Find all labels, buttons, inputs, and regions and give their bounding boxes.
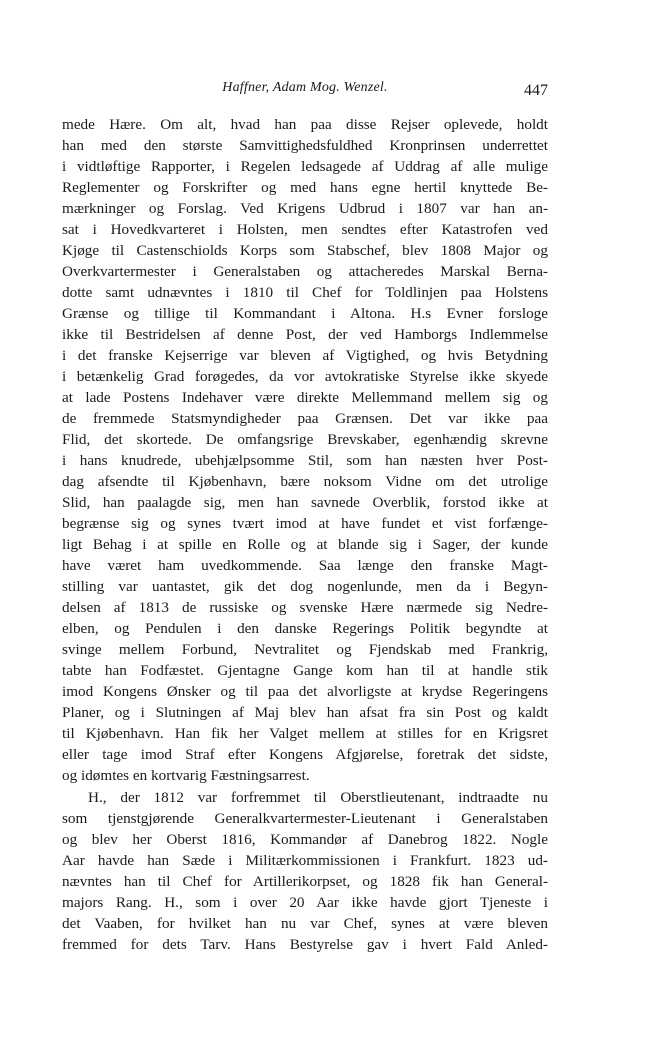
text-line: i betænkelig Grad forøgedes, da vor avtokratiske Styrelse ikke skyede	[62, 368, 548, 386]
text-line: han med den største Samvittighedsfuldhed Kronprinsen underrettet	[62, 137, 548, 155]
body-text	[62, 114, 548, 955]
text-line: Grænse og tillige til Kommandant i Altona. H.s Evner forsloge	[62, 305, 548, 323]
text-line: delsen af 1813 de russiske og svenske Hære nærmede sig Nedre-	[62, 599, 548, 617]
text-line: ikke til Bestridelsen af denne Post, der ved Hamborgs Indlemmelse	[62, 326, 548, 344]
text-line: mærkninger og Forslag. Ved Krigens Udbrud i 1807 var han an-	[62, 200, 548, 218]
text-line: mede Hære. Om alt, hvad han paa disse Rejser oplevede, holdt	[62, 116, 548, 133]
paragraph-1	[62, 114, 548, 787]
text-line: i hans knudrede, ubehjælpsomme Stil, som han næsten hver Post-	[62, 452, 548, 470]
text-line: til Kjøbenhavn. Han fik her Valget mellem at stilles for en Krigsret	[62, 725, 548, 743]
text-line: nævntes han til Chef for Artillerikorpset, og 1828 fik han General-	[62, 872, 548, 890]
text-line: begrænse sig og synes tvært imod at have fundet et vist forfænge-	[62, 515, 548, 533]
text-line: og blev her Oberst 1816, Kommandør af Danebrog 1822. Nogle	[62, 830, 548, 848]
text-line: imod Kongens Ønsker og til paa det alvorligste at krydse Regeringens	[62, 683, 548, 701]
text-line: svinge mellem Forbund, Nevtralitet og Fjendskab med Frankrig,	[62, 641, 548, 659]
text-line: som tjenstgjørende Generalkvartermester-Lieutenant i Generalstaben	[62, 809, 548, 827]
text-line: tabte han Fodfæstet. Gjentagne Gange kom han til at handle stik	[62, 662, 548, 680]
text-line: dotte samt udnævntes i 1810 til Chef for Toldlinjen paa Holstens	[62, 284, 548, 302]
text-line: Flid, det skortede. De omfangsrige Brevskaber, egenhændig skrevne	[62, 431, 548, 449]
running-title: Haffner, Adam Mog. Wenzel.	[222, 80, 388, 95]
text-line: have været ham uvedkommende. Saa længe den franske Magt-	[62, 557, 548, 575]
page-header	[62, 80, 548, 102]
paragraph-2	[62, 787, 548, 955]
text-line: i vidtløftige Rapporter, i Regelen ledsagede af Uddrag af alle mulige	[62, 158, 548, 176]
text-line: stilling var uantastet, gik det dog nogenlunde, men da i Begyn-	[62, 578, 548, 596]
text-line: Overkvartermester i Generalstaben og attacheredes Marskal Berna-	[62, 263, 548, 281]
text-line: fremmed for dets Tarv. Hans Bestyrelse gav i hvert Fald Anled-	[62, 935, 548, 953]
text-line: i det franske Kejserrige var bleven af Vigtighed, og hvis Betydning	[62, 347, 548, 365]
text-line: dag afsendte til Kjøbenhavn, bære noksom Vidne om det utrolige	[62, 473, 548, 491]
text-line: og idømtes en kortvarig Fæstningsarrest.	[62, 767, 310, 785]
text-line: det Vaaben, for hvilket han nu var Chef, synes at være bleven	[62, 914, 548, 932]
text-line: Planer, og i Slutningen af Maj blev han afsat fra sin Post og kaldt	[62, 704, 548, 722]
text-line: ligt Behag i at spille en Rolle og at blande sig i Sager, der kunde	[62, 536, 548, 554]
text-line: de fremmede Statsmyndigheder paa Grænsen. Det var ikke paa	[62, 410, 548, 428]
text-line: Reglementer og Forskrifter og med hans egne hertil knyttede Be-	[62, 179, 548, 197]
text-line: Aar havde han Sæde i Militærkommissionen i Frankfurt. 1823 ud-	[62, 851, 548, 869]
page-number: 447	[524, 82, 548, 99]
text-line: sat i Hovedkvarteret i Holsten, men sendtes efter Katastrofen ved	[62, 221, 548, 239]
text-line: at lade Postens Indehaver være direkte Mellemmand mellem sig og	[62, 389, 548, 407]
text-line: H., der 1812 var forfremmet til Oberstlieutenant, indtraadte nu	[88, 788, 548, 806]
text-line: eller tage imod Straf efter Kongens Afgjørelse, foretrak det sidste,	[62, 746, 548, 764]
text-line: Slid, han paalagde sig, men han savnede Overblik, forstod ikke at	[62, 494, 548, 512]
text-line: Kjøge til Castenschiolds Korps som Stabschef, blev 1808 Major og	[62, 242, 548, 260]
text-line: majors Rang. H., som i over 20 Aar ikke havde gjort Tjeneste i	[62, 893, 548, 911]
text-line: elben, og Pendulen i den danske Regerings Politik begyndte at	[62, 620, 548, 638]
